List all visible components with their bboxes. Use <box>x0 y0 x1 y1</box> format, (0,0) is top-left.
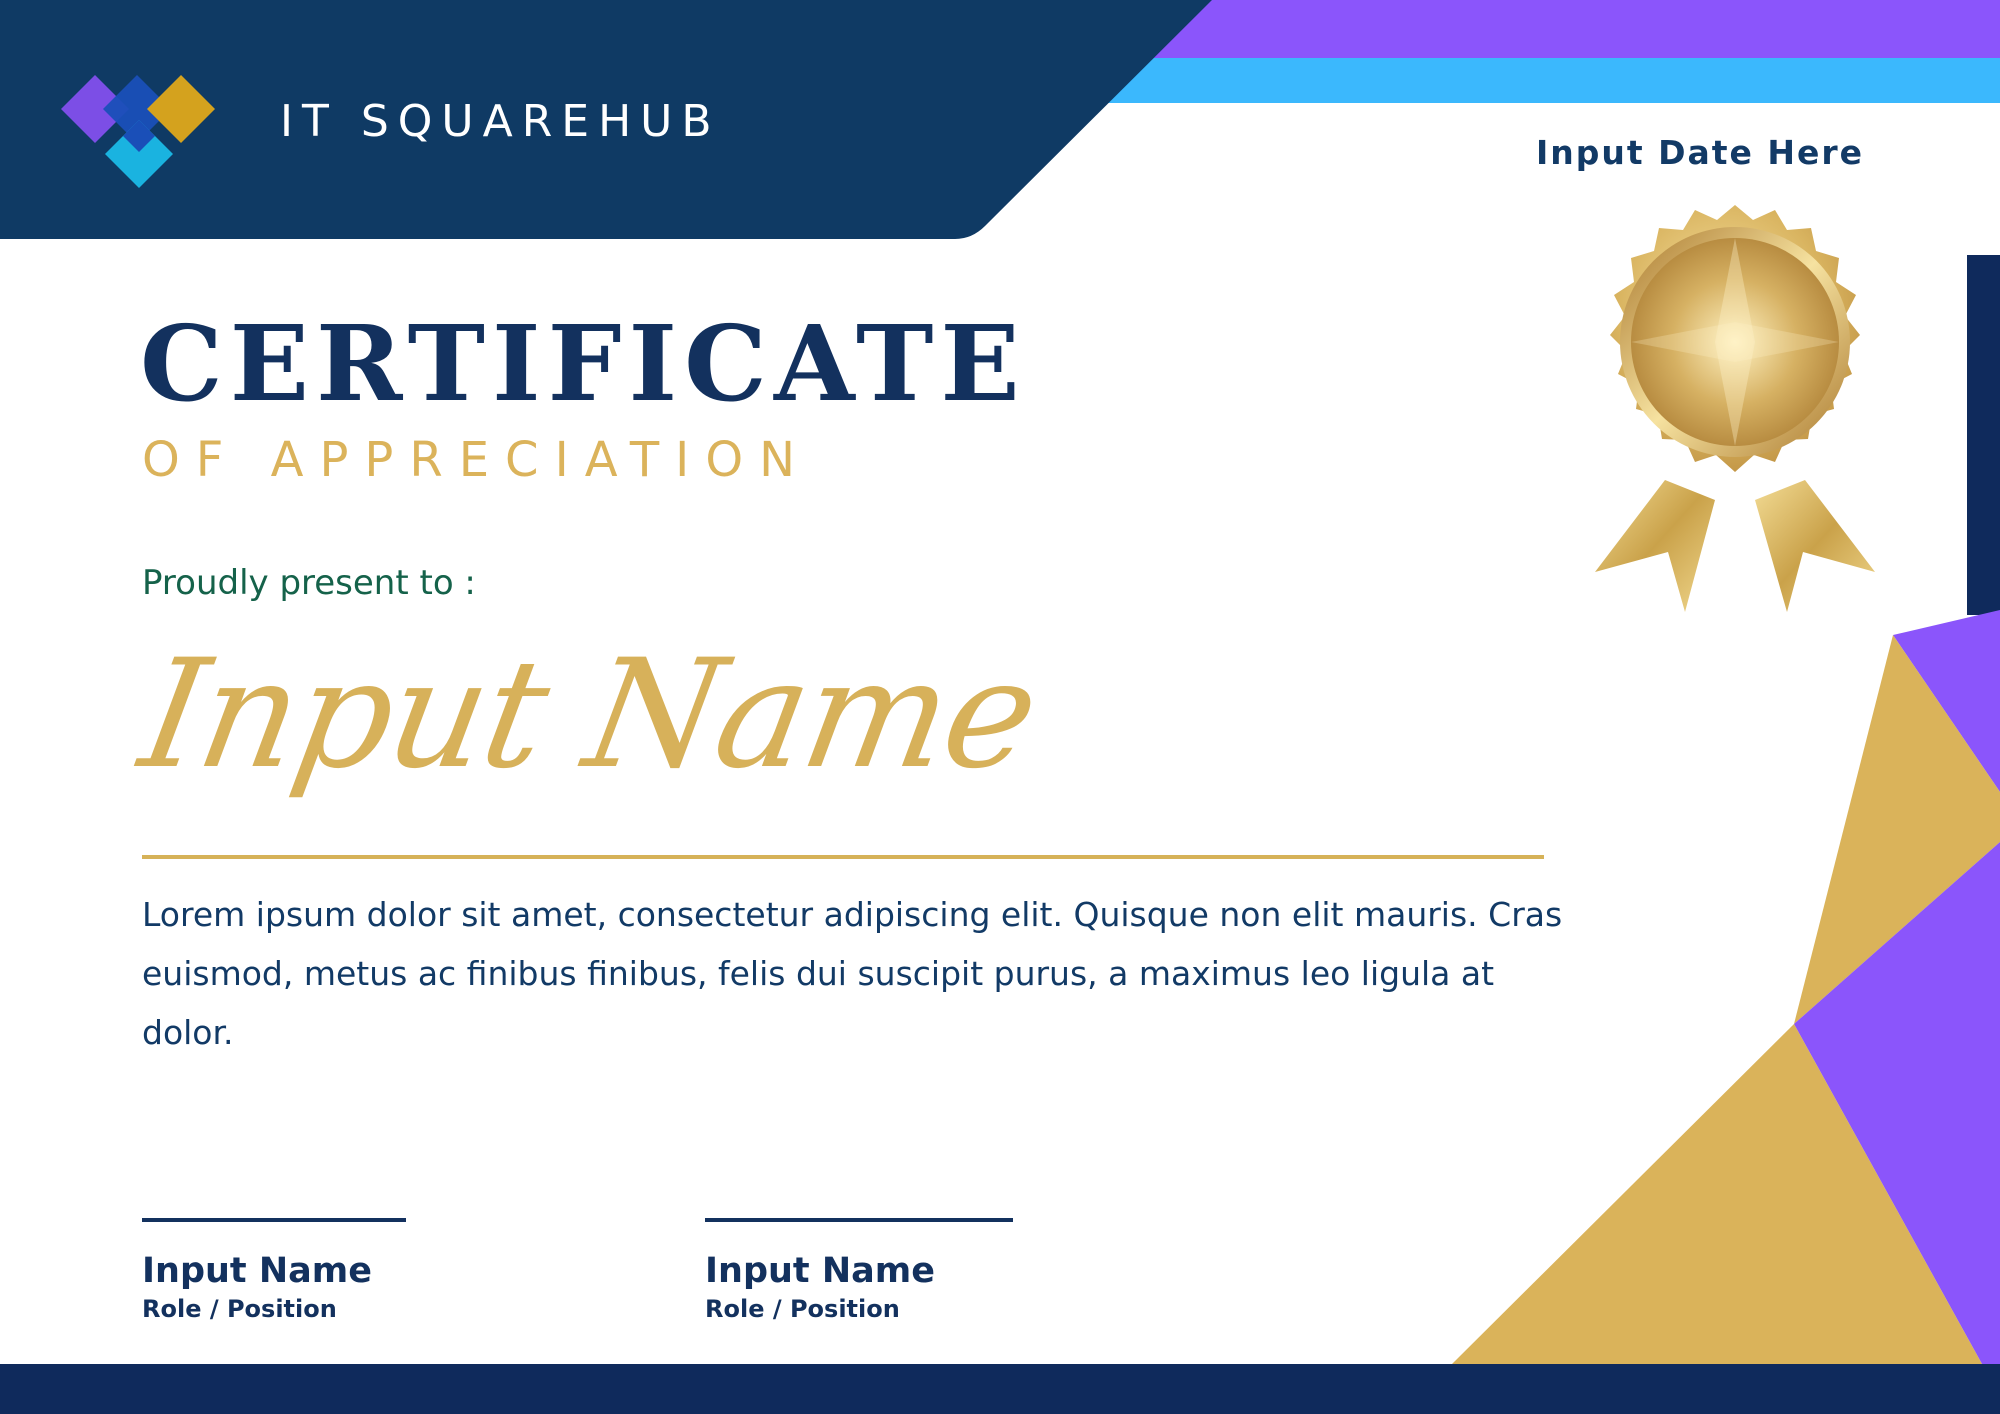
signature-line <box>705 1218 1013 1222</box>
certificate-subtitle: OF APPRECIATION <box>142 432 811 488</box>
presented-label: Proudly present to : <box>142 563 476 603</box>
signature-role: Role / Position <box>705 1294 900 1323</box>
certificate-date: Input Date Here <box>1535 133 1865 172</box>
signature-block-2 <box>705 1218 1013 1323</box>
signature-block-1 <box>142 1218 406 1323</box>
signature-role: Role / Position <box>142 1294 337 1323</box>
signature-line <box>142 1218 406 1222</box>
top-purple-band <box>1152 0 2000 58</box>
certificate-body: Lorem ipsum dolor sit amet, consectetur adipiscing elit. Quisque non elit mauris. Cras euismod, metus ac finibus finibus, felis dui suscipit purus, a maximus leo ligula at dolor. <box>142 895 1563 1052</box>
signature-name: Input Name <box>142 1251 372 1291</box>
recipient-underline <box>142 855 1544 859</box>
bottom-navy-band <box>0 1364 2000 1414</box>
certificate-title: CERTIFICATE <box>140 302 1027 425</box>
right-edge-navy-bar <box>1967 255 2000 615</box>
recipient-name: Input Name <box>129 628 1049 802</box>
top-sky-band <box>1108 58 2000 103</box>
diamond-squares-logo-icon <box>55 70 230 200</box>
signature-name: Input Name <box>705 1251 935 1291</box>
brand-name: IT SQUAREHUB <box>280 96 721 147</box>
gold-medal-seal-icon <box>1565 200 1905 620</box>
